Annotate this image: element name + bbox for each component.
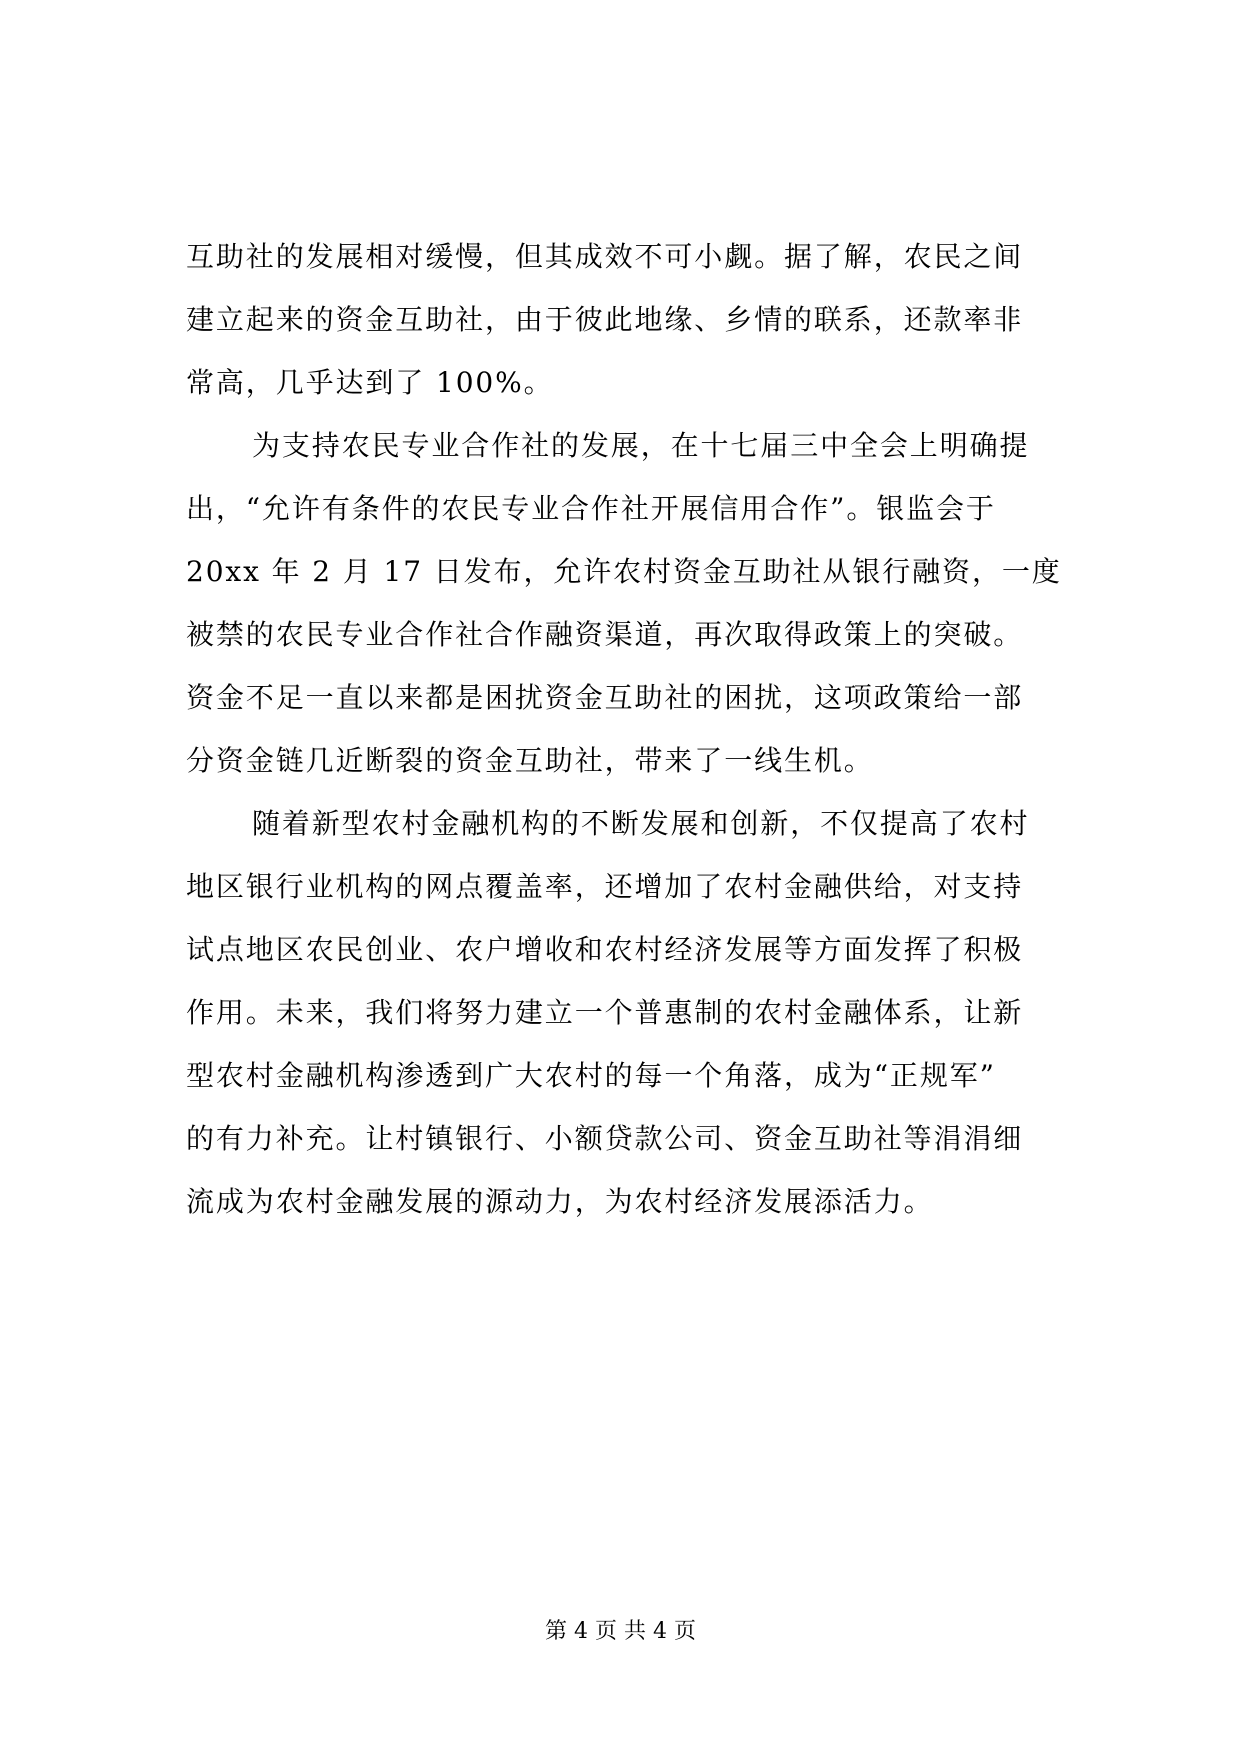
paragraph bbox=[186, 225, 1098, 414]
text-line: 作用。未来，我们将努力建立一个普惠制的农村金融体系，让新 bbox=[186, 996, 1024, 1029]
text-line: 20xx 年 2 月 17 日发布，允许农村资金互助社从银行融资，一度 bbox=[186, 555, 1062, 588]
text-line: 随着新型农村金融机构的不断发展和创新，不仅提高了农村 bbox=[252, 807, 1030, 840]
text-line: 资金不足一直以来都是困扰资金互助社的困扰，这项政策给一部 bbox=[186, 681, 1024, 714]
text-line: 分资金链几近断裂的资金互助社，带来了一线生机。 bbox=[186, 744, 874, 777]
text-line: 试点地区农民创业、农户增收和农村经济发展等方面发挥了积极 bbox=[186, 933, 1024, 966]
text-line: 出，“允许有条件的农民专业合作社开展信用合作”。银监会于 bbox=[186, 492, 996, 525]
text-line: 的有力补充。让村镇银行、小额贷款公司、资金互助社等涓涓细 bbox=[186, 1122, 1024, 1155]
document-body bbox=[186, 225, 1098, 1233]
text-line: 型农村金融机构渗透到广大农村的每一个角落，成为“正规军” bbox=[186, 1059, 996, 1092]
text-line: 流成为农村金融发展的源动力，为农村经济发展添活力。 bbox=[186, 1185, 934, 1218]
text-line: 建立起来的资金互助社，由于彼此地缘、乡情的联系，还款率非 bbox=[186, 303, 1024, 336]
text-line: 地区银行业机构的网点覆盖率，还增加了农村金融供给，对支持 bbox=[186, 870, 1024, 903]
page-footer bbox=[0, 1617, 1241, 1647]
text-line: 为支持农民专业合作社的发展，在十七届三中全会上明确提 bbox=[252, 429, 1030, 462]
text-line: 互助社的发展相对缓慢，但其成效不可小觑。据了解，农民之间 bbox=[186, 240, 1024, 273]
paragraph bbox=[186, 792, 1098, 1233]
paragraph bbox=[186, 414, 1098, 792]
page-number-label: 第 4 页 共 4 页 bbox=[545, 1619, 696, 1644]
text-line: 被禁的农民专业合作社合作融资渠道，再次取得政策上的突破。 bbox=[186, 618, 1024, 651]
text-line: 常高，几乎达到了 100%。 bbox=[186, 366, 554, 399]
